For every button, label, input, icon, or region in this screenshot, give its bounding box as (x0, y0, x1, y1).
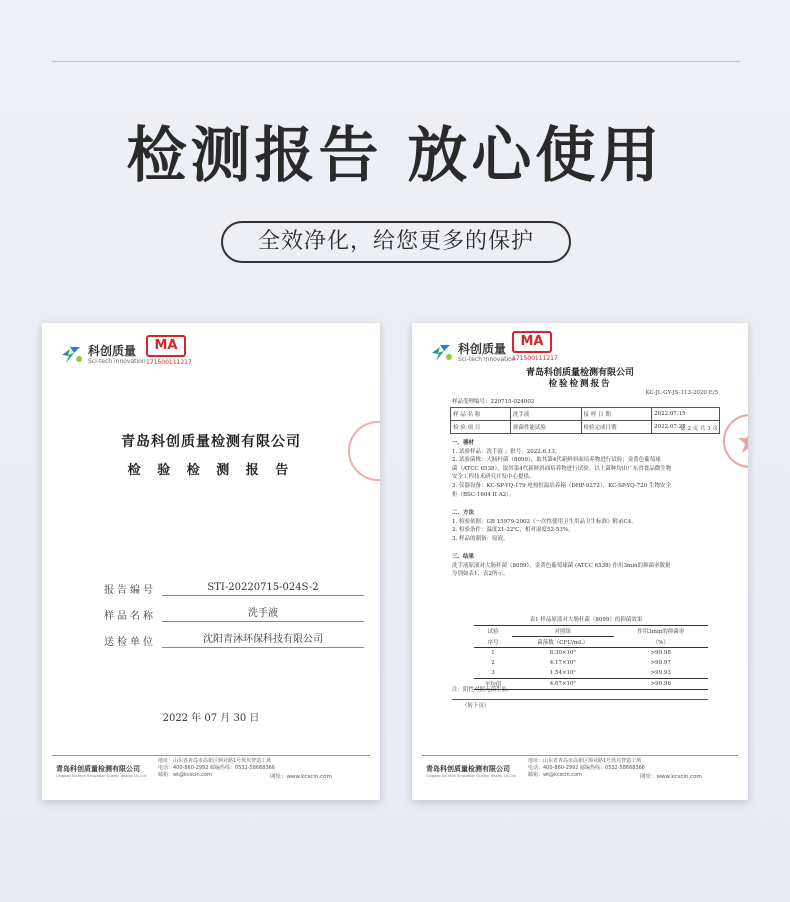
table-row (474, 668, 708, 679)
table-header-cell: 序号 (487, 639, 499, 646)
brand-logo (430, 339, 516, 367)
table-note: 注：阴性对照无菌生长。 (452, 687, 513, 693)
section-line: 2. 试验菌株：大肠杆菌（8099）、取其第4代新鲜斜面培养物进行试验；金黄色葡萄球 (452, 457, 661, 464)
section-title: 三、结果 (452, 554, 475, 560)
footer-company: 青岛科创质量检测有限公司 (56, 765, 140, 773)
field-value: 沈阳青沐环保科技有限公司 (162, 630, 364, 648)
report-title: 检 验 检 测 报 告 (127, 463, 295, 478)
field-sample-name (104, 602, 364, 622)
table-cell: >99.98 (614, 648, 708, 659)
table-row (474, 658, 708, 668)
page-info: 第 2 页 共 3 页 (680, 426, 718, 432)
grid-cell: 2022.07.15 (652, 408, 720, 421)
table-row (474, 648, 708, 659)
table-header-cell: 试验 (474, 626, 512, 637)
section-equipment (452, 439, 720, 499)
table-header-cell: 作用3min的抑菌率 (614, 626, 708, 637)
grid-cell: 抑菌性能试验 (510, 421, 581, 434)
section-method (452, 509, 720, 543)
footer-company-en: Qingdao Sci-tech Innovation Quality Testing Co.,Ltd (426, 774, 516, 778)
section-result (452, 553, 720, 579)
company-name: 青岛科创质量检测有限公司 (121, 434, 301, 450)
section-line: 安全工程技术研究开发中心提供。 (452, 474, 535, 481)
sample-number-value: 220715-024002 (490, 399, 535, 405)
report-title: 检验检测报告 (548, 379, 612, 389)
footer-website: 网址：www.kcscin.com (640, 774, 702, 780)
cma-number: 171500111217 (512, 355, 558, 362)
section-line: 3. 仪器设备：KC-SP-YQ-179 电热恒温培养箱（DHP-9272）、KC-SP-YQ-720 生物安全 (452, 482, 671, 489)
report-cover-page (42, 323, 380, 800)
company-name: 青岛科创质量检测有限公司 (525, 368, 634, 378)
section-line: 分别如表1、表2所示。 (452, 571, 509, 578)
footer-email: 邮箱：wt@kcscin.com (158, 772, 212, 778)
note-divider (452, 699, 708, 700)
table-cell: >99.93 (650, 670, 671, 676)
grid-cell: 样 品 名 称 (451, 408, 511, 421)
footer-company: 青岛科创质量检测有限公司 (426, 765, 510, 773)
cma-logo: MA (146, 335, 186, 357)
table-cell: 4.67×10⁵ (512, 679, 614, 690)
report-detail-page (412, 323, 748, 800)
table-row (451, 421, 720, 434)
field-label: 送检单位 (104, 637, 156, 648)
section-title: 二、方法 (452, 510, 475, 516)
footer-company-en: Qingdao Sci-tech Innovation Quality Testing Co.,Ltd (56, 774, 146, 778)
grid-cell: 洗手液 (510, 408, 581, 421)
footer-address: 地址：山东省青岛市高新区锦业路1号蓝贝智造工场 (158, 758, 272, 764)
table-cell: 平均值 (474, 679, 512, 690)
red-seal-stamp (720, 411, 748, 471)
sample-number-label: 样品受理编号： (452, 399, 491, 405)
section-line: 1. 试验样品：洗手液 ；批号：2022.6.13。 (452, 448, 561, 455)
headline: 检测报告 放心使用 (126, 121, 664, 191)
field-submitter (104, 628, 364, 648)
section-line: 柜（BSC-1604 II A2）。 (452, 491, 515, 498)
brand-name: 科创质量 (88, 344, 137, 358)
grid-cell: 检验完成日期 (581, 421, 652, 434)
field-value: STI-20220715-024S-2 (162, 582, 364, 596)
section-line: 3. 样品的制备：原液。 (452, 535, 509, 542)
table-row (451, 408, 720, 421)
field-label: 样品名称 (104, 611, 156, 622)
cma-logo: MA (512, 331, 552, 353)
section-line: 1. 检验依据：GB 15979-2002《一次性使用卫生用品卫生标准》附录C4。 (452, 518, 637, 525)
cma-mark (146, 335, 192, 366)
cma-number: 171500111217 (146, 359, 192, 366)
footer-address: 地址：山东省青岛市高新区锦业路1号蓝贝智造工场 (528, 758, 642, 764)
section-line: 洗手液原液对大肠杆菌（8099）、金黄色葡萄球菌 (ATCC 6538) 作用3min的抑菌率数据 (452, 562, 671, 569)
table-cell: 1 (474, 648, 512, 659)
brand-name-en: Sci-tech innovation (88, 358, 146, 365)
table-header-cell: 对照组 (512, 626, 614, 637)
footer-website: 网址：www.kcscin.com (270, 774, 332, 780)
section-line: 2. 检验条件：温度21-22℃，相对湿度52-53%。 (452, 527, 574, 534)
footer-phone: 电话：400-860-2992 邮编热线：0532-58668366 (528, 765, 645, 771)
table-header-cell: 菌落数（CFU/mL） (512, 637, 614, 648)
grid-cell: 接 样 日 期 (581, 408, 652, 421)
table-header-cell: （%） (652, 639, 669, 646)
document-code: KC-JL-GY-JS-113-2020 E/5 (645, 390, 718, 396)
table-cell: 2 (491, 660, 495, 666)
field-label: 报告编号 (104, 585, 156, 596)
sample-info-grid (450, 407, 720, 434)
grid-cell: 检 验 项 目 (451, 421, 511, 434)
field-value: 洗手液 (162, 604, 364, 622)
table-caption: 表1 样品原液对大肠杆菌（8099）的抑菌效果 (529, 617, 643, 623)
report-date: 2022 年 07 月 30 日 (162, 713, 260, 724)
table-cell: >99.96 (614, 679, 708, 690)
page-footer (422, 755, 738, 785)
page-footer (52, 755, 370, 785)
cma-mark (512, 331, 558, 362)
table-cell: 8.30×10⁵ (512, 648, 614, 659)
field-report-number (104, 576, 364, 596)
brand-logo-icon (60, 343, 84, 367)
sample-number (452, 397, 534, 405)
footer-email: 邮箱：wt@kcscin.com (528, 772, 582, 778)
table-cell: 3 (491, 670, 495, 676)
section-title: 一、器材 (452, 440, 475, 446)
table-header-row (474, 626, 708, 637)
tagline-pill: 全效净化，给您更多的保护 (221, 221, 571, 263)
brand-name-en: Sci-tech innovation (458, 356, 516, 363)
brand-logo (60, 341, 146, 369)
table-cell: 4.17×10⁵ (549, 660, 576, 666)
table-cell: >99.97 (650, 660, 671, 666)
section-line: 菌（ATCC 6538），取其第4代新鲜斜面培养物进行试验。以上菌种均由广东省食品微生物 (452, 465, 672, 472)
footer-phone: 电话：400-860-2992 邮编热线：0532-58668366 (158, 765, 275, 771)
table-cell: 1.54×10⁵ (549, 670, 576, 676)
continued-label: （转下页） (462, 703, 490, 709)
results-table (474, 625, 708, 690)
grid-cell: 2022.07.27 (652, 421, 720, 434)
top-divider (52, 61, 740, 62)
table-header-row (474, 637, 708, 648)
brand-name: 科创质量 (458, 342, 507, 356)
brand-logo-icon (430, 341, 454, 365)
